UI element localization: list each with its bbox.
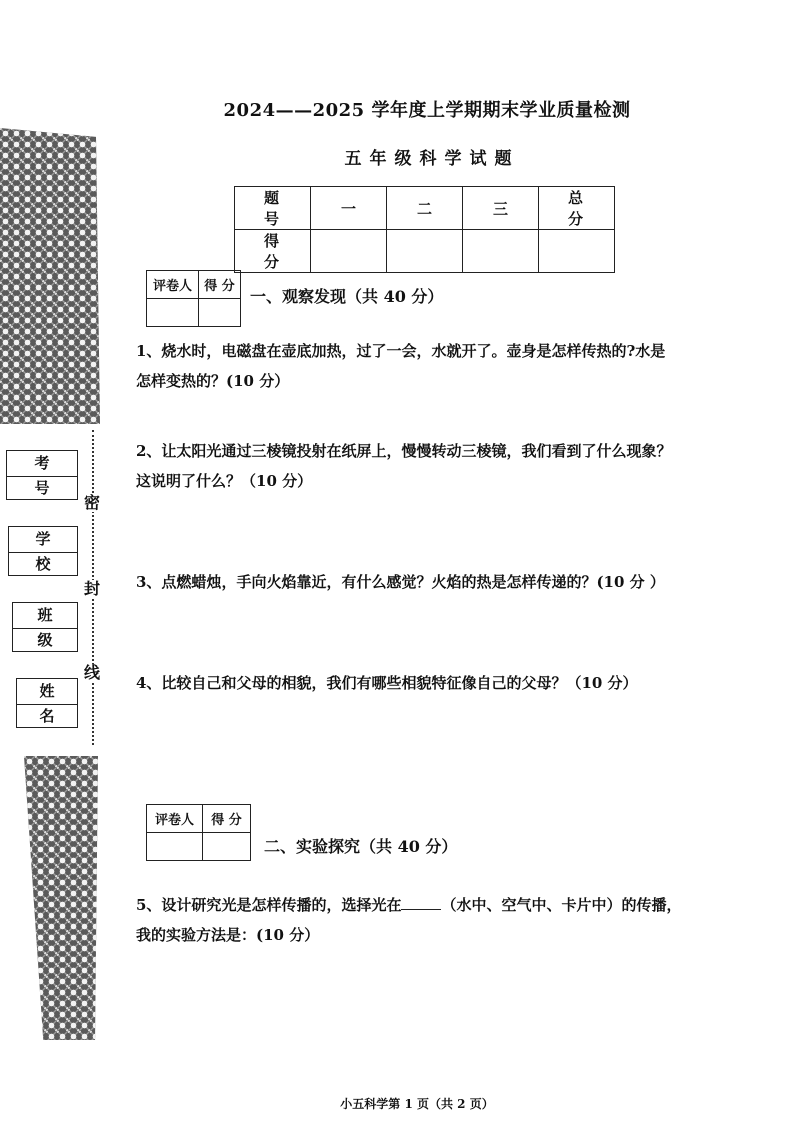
question-2-line-2: 这说明了什么？（10 分） [136,472,313,490]
score-header-section-1: 一 [311,187,387,230]
score-header-section-3: 三 [463,187,539,230]
question-1 [136,336,736,396]
section-1-title: 一、观察发现（共 40 分） [250,287,444,306]
score-cell-total[interactable] [539,230,615,273]
binding-strip-bottom [24,756,98,1040]
question-1-line-1: 1、烧水时，电磁盘在壶底加热，过了一会，水就开了。壶身是怎样传热的?水是 [136,342,666,360]
grader-score-label: 得 分 [199,271,241,299]
score-cell-section-3[interactable] [463,230,539,273]
score-header-label: 题 号 [235,187,311,230]
grader-reviewer-cell[interactable] [147,299,199,327]
score-cell-section-1[interactable] [311,230,387,273]
exam-number-label: 考 号 [7,451,77,477]
question-1-line-2: 怎样变热的？(10 分） [136,372,290,390]
question-4 [136,668,736,698]
section-2-title: 二、实验探究（共 40 分） [264,837,458,856]
grader-score-cell-2[interactable] [203,833,251,861]
grader-reviewer-label-2: 评卷人 [147,805,203,833]
school-field[interactable] [8,526,78,576]
question-2-line-1: 2、让太阳光通过三棱镜投射在纸屏上，慢慢转动三棱镜，我们看到了什么现象？ [136,442,672,460]
binding-mark-cover: 封 [84,579,101,598]
exam-title: 2024——2025 学年度上学期期末学业质量检测 [223,100,631,121]
question-2 [136,436,736,496]
class-label: 班 级 [13,603,77,629]
page-footer: 小五科学第 1 页（共 2 页） [340,1097,494,1111]
grader-reviewer-label: 评卷人 [147,271,199,299]
question-4-line-1: 4、比较自己和父母的相貌，我们有哪些相貌特征像自己的父母？（10 分） [136,674,638,692]
name-field[interactable] [16,678,78,728]
binding-strip-top [0,128,100,424]
question-5 [136,890,736,950]
score-header-section-2: 二 [387,187,463,230]
grader-score-label-2: 得 分 [203,805,251,833]
grader-box-section-1 [146,270,241,327]
grader-reviewer-cell-2[interactable] [147,833,203,861]
binding-mark-seal: 密 [84,493,101,512]
question-5-line-2: 我的实验方法是：(10 分） [136,926,320,944]
score-cell-section-2[interactable] [387,230,463,273]
grader-score-cell[interactable] [199,299,241,327]
score-header-total: 总 分 [539,187,615,230]
binding-mark-line: 线 [84,663,101,682]
question-3-line-1: 3、点燃蜡烛，手向火焰靠近，有什么感觉？火焰的热是怎样传递的？(10 分 ） [136,573,665,591]
question-5-line-1-after: （水中、空气中、卡片中）的传播， [441,896,682,914]
exam-number-field[interactable] [6,450,78,500]
score-row-label: 得 分 [235,230,311,273]
grader-box-section-2 [146,804,251,861]
school-label: 学 校 [9,527,77,553]
question-5-line-1-before: 5、设计研究光是怎样传播的，选择光在 [136,896,402,914]
name-label: 姓 名 [17,679,77,705]
question-3 [136,567,736,597]
exam-subtitle: 五年级科学试题 [344,149,520,169]
score-table [234,186,615,273]
class-field[interactable] [12,602,78,652]
question-5-answer-blank[interactable] [401,894,441,910]
